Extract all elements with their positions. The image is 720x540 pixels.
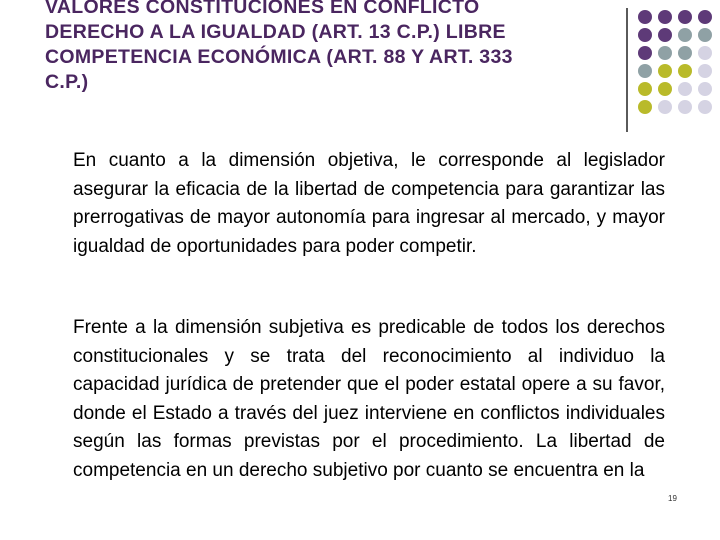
decorative-dot bbox=[678, 46, 692, 60]
decorative-dot bbox=[638, 46, 652, 60]
decorative-dot bbox=[698, 82, 712, 96]
decorative-dot bbox=[638, 64, 652, 78]
title-line: C.P.) bbox=[45, 71, 89, 93]
decorative-dot-grid bbox=[0, 0, 720, 140]
page-number: 19 bbox=[668, 494, 677, 503]
decorative-dot bbox=[698, 64, 712, 78]
title-line: DERECHO A LA IGUALDAD (ART. 13 C.P.) LIBRE bbox=[45, 21, 506, 43]
decorative-dot bbox=[678, 28, 692, 42]
paragraph-objective-dimension: En cuanto a la dimensión objetiva, le corresponde al legislador asegurar la eficacia de la libertad de competencia para garantizar las prerrogativas de mayor autonomía para ingresar al mercado, y mayor igualdad de oportunidades para poder competir. bbox=[73, 150, 665, 257]
decorative-dot bbox=[698, 46, 712, 60]
decorative-dot bbox=[678, 82, 692, 96]
decorative-dot bbox=[678, 100, 692, 114]
decorative-dot bbox=[658, 82, 672, 96]
decorative-dot bbox=[658, 64, 672, 78]
title-line: VALORES CONSTITUCIONES EN CONFLICTO bbox=[45, 0, 480, 18]
paragraph-subjective-dimension: Frente a la dimensión subjetiva es predicable de todos los derechos constitucionales y se trata del reconocimiento al individuo la capacidad jurídica de pretender que el poder estatal opere a su favor, donde el Estado a través del juez interviene en conflictos individuales según las formas previstas por el procedimiento. La libertad de competencia en un derecho subjetivo por cuanto se encuentra en la bbox=[73, 317, 665, 481]
decorative-dot bbox=[638, 100, 652, 114]
decorative-dot bbox=[638, 28, 652, 42]
decorative-dot bbox=[658, 46, 672, 60]
decorative-dot bbox=[698, 100, 712, 114]
decorative-dot bbox=[698, 10, 712, 24]
decorative-dot bbox=[658, 10, 672, 24]
decorative-dot bbox=[658, 100, 672, 114]
decorative-dot bbox=[678, 10, 692, 24]
decorative-dot bbox=[678, 64, 692, 78]
decorative-dot bbox=[698, 28, 712, 42]
decorative-dot bbox=[658, 28, 672, 42]
title-line: COMPETENCIA ECONÓMICA (ART. 88 Y ART. 333 bbox=[45, 46, 513, 68]
decorative-dot bbox=[638, 10, 652, 24]
decorative-dot bbox=[638, 82, 652, 96]
